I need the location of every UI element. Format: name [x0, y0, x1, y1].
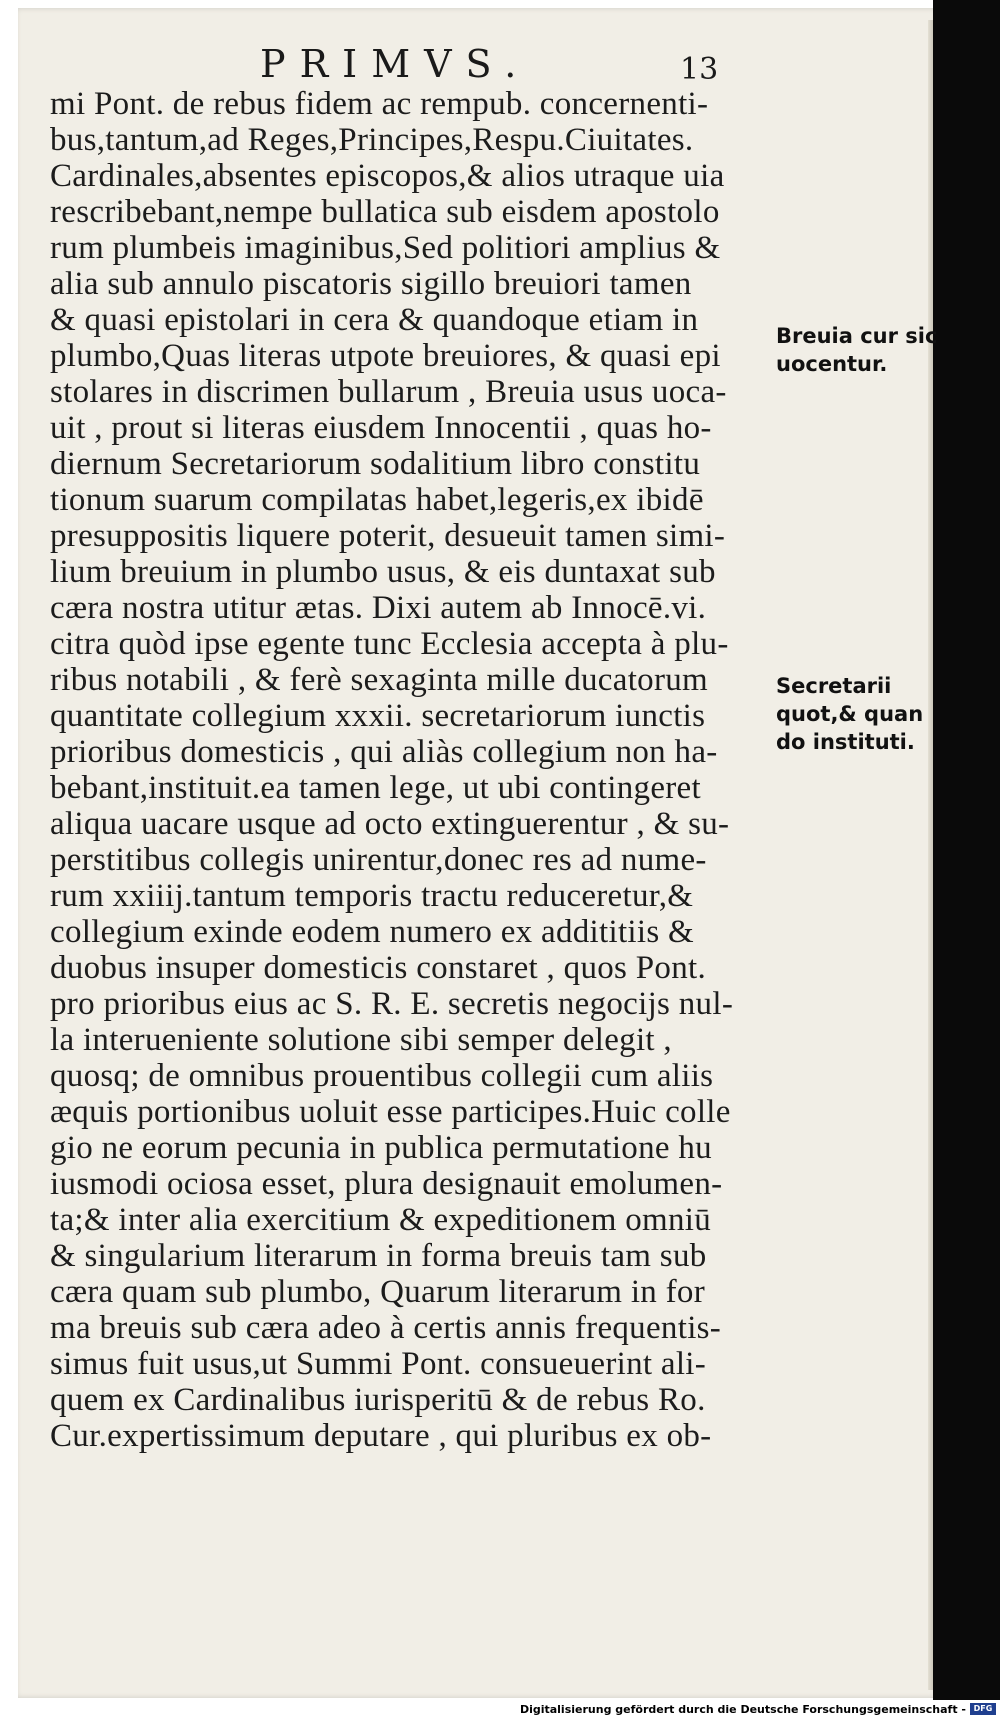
text-line: rum xxiiij.tantum temporis tractu reduceretur,& — [50, 878, 694, 914]
text-line: gio ne eorum pecunia in publica permutatione hu — [50, 1130, 712, 1166]
marginal-note-line: do instituti. — [776, 730, 915, 754]
text-line: tionum suarum compilatas habet,legeris,ex ibidē — [50, 482, 704, 518]
text-line: diernum Secretariorum sodalitium libro constitu — [50, 446, 701, 482]
text-line: rum plumbeis imaginibus,Sed politiori amplius & — [50, 230, 721, 266]
text-line: perstitibus collegis unirentur,donec res ad nume- — [50, 842, 707, 878]
text-line: & quasi epistolari in cera & quandoque etiam in — [50, 302, 699, 338]
marginal-note-line: Secretarii — [776, 674, 892, 698]
text-line: alia sub annulo piscatoris sigillo breuiori tamen — [50, 266, 692, 302]
marginal-note-breuia — [776, 322, 937, 378]
text-line: duobus insuper domesticis constaret , quos Pont. — [50, 950, 707, 986]
text-line: stolares in discrimen bullarum , Breuia usus uoca- — [50, 374, 727, 410]
text-line: plumbo,Quas literas utpote breuiores, & quasi epi — [50, 338, 721, 374]
text-line: bebant,instituit.ea tamen lege, ut ubi contingeret — [50, 770, 701, 806]
marginal-note-line: uocentur. — [776, 352, 888, 376]
text-line: simus fuit usus,ut Summi Pont. consueuerint ali- — [50, 1346, 707, 1382]
text-line: aliqua uacare usque ad octo extinguerentur , & su- — [50, 806, 730, 842]
marginal-note-secretarii — [776, 672, 923, 756]
marginal-note-line: Breuia cur sic — [776, 324, 938, 348]
text-line: quantitate collegium xxxii. secretariorum iunctis — [50, 698, 706, 734]
text-line: mi Pont. de rebus fidem ac rempub. concernenti- — [50, 86, 709, 122]
text-line: prioribus domesticis , qui aliàs collegium non ha- — [50, 734, 718, 770]
text-line: presuppositis liquere poterit, desueuit tamen simi- — [50, 518, 726, 554]
body-text — [50, 86, 770, 1454]
text-line: la interueniente solutione sibi semper delegit , — [50, 1022, 672, 1058]
text-line: quem ex Cardinalibus iurisperitū & de rebus Ro. — [50, 1382, 706, 1418]
text-line: Cur.expertissimum deputare , qui pluribus ex ob- — [50, 1418, 712, 1454]
text-line: rescribebant,nempe bullatica sub eisdem apostolo — [50, 194, 720, 230]
text-line: cæra nostra utitur ætas. Dixi autem ab Innocē.vi. — [50, 590, 707, 626]
dfg-logo: DFG — [970, 1703, 996, 1715]
page-number: 13 — [680, 52, 719, 87]
text-line: ta;& inter alia exercitium & expeditionem omniū — [50, 1202, 712, 1238]
text-line: cæra quam sub plumbo, Quarum literarum in for — [50, 1274, 706, 1310]
running-head: PRIMVS. — [260, 42, 531, 86]
text-line: collegium exinde eodem numero ex addititiis & — [50, 914, 695, 950]
digitization-footer — [0, 1700, 1000, 1718]
text-line: æquis portionibus uoluit esse participes.Huic colle — [50, 1094, 731, 1130]
scan-background-strip — [933, 0, 1000, 1700]
text-line: ma breuis sub cæra adeo à certis annis frequentis- — [50, 1310, 722, 1346]
text-line: ribus notabili , & ferè sexaginta mille ducatorum — [50, 662, 709, 698]
text-line: lium breuium in plumbo usus, & eis duntaxat sub — [50, 554, 716, 590]
text-line: uit , prout si literas eiusdem Innocentii , quas ho- — [50, 410, 712, 446]
text-line: Cardinales,absentes episcopos,& alios utraque uia — [50, 158, 725, 194]
marginal-note-line: quot,& quan — [776, 702, 924, 726]
text-line: bus,tantum,ad Reges,Principes,Respu.Ciuitates. — [50, 122, 694, 158]
text-line: quosq; de omnibus prouentibus collegii cum aliis — [50, 1058, 714, 1094]
text-line: iusmodi ociosa esset, plura designauit emolumen- — [50, 1166, 723, 1202]
text-line: citra quòd ipse egente tunc Ecclesia accepta à plu- — [50, 626, 729, 662]
text-line: & singularium literarum in forma breuis tam sub — [50, 1238, 707, 1274]
text-line: pro prioribus eius ac S. R. E. secretis negocijs nul- — [50, 986, 734, 1022]
footer-credit: Digitalisierung gefördert durch die Deutsche Forschungsgemeinschaft - — [519, 1703, 966, 1716]
